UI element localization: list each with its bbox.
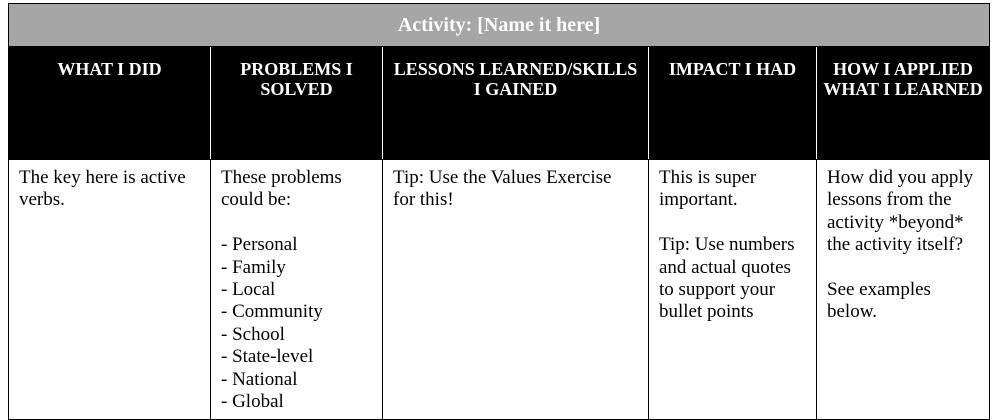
cell-problems-solved <box>211 160 383 420</box>
cell-what-i-did <box>9 160 211 420</box>
column-header-impact: IMPACT I HAD <box>649 47 817 160</box>
title-row <box>9 4 990 47</box>
impact-tip-text: Tip: Use numbers and actual quotes to support your bullet points <box>659 234 795 323</box>
activity-table <box>8 3 990 420</box>
what-i-did-text: The key here is active verbs. <box>19 167 186 211</box>
problem-item: - Community <box>221 301 323 323</box>
applied-question-text: How did you apply lessons from the activity *beyond* the activity itself? <box>827 167 974 256</box>
problem-item: - National <box>221 368 298 390</box>
activity-title: Activity: [Name it here] <box>9 4 990 47</box>
problem-item: - Family <box>221 256 286 278</box>
problems-intro-text: These problems could be: <box>221 167 342 211</box>
column-header-how-applied: HOW I APPLIED WHAT I LEARNED <box>817 47 990 160</box>
cell-how-applied <box>817 160 990 420</box>
lessons-tip-text: Tip: Use the Values Exercise for this! <box>393 167 612 211</box>
problem-item: - State-level <box>221 346 314 368</box>
column-header-lessons-learned: LESSONS LEARNED/SKILLS I GAINED <box>383 47 649 160</box>
problem-item: - Personal <box>221 234 298 256</box>
impact-importance-text: This is super important. <box>659 167 757 211</box>
content-row <box>9 160 990 420</box>
column-header-what-i-did: WHAT I DID <box>9 47 211 160</box>
problem-item: - School <box>221 323 285 345</box>
cell-lessons-learned <box>383 160 649 420</box>
cell-impact <box>649 160 817 420</box>
column-header-problems-solved: PROBLEMS I SOLVED <box>211 47 383 160</box>
problem-item: - Global <box>221 391 284 413</box>
activity-worksheet <box>8 3 989 420</box>
header-row <box>9 47 990 160</box>
problem-item: - Local <box>221 279 276 301</box>
applied-examples-text: See examples below. <box>827 279 931 323</box>
